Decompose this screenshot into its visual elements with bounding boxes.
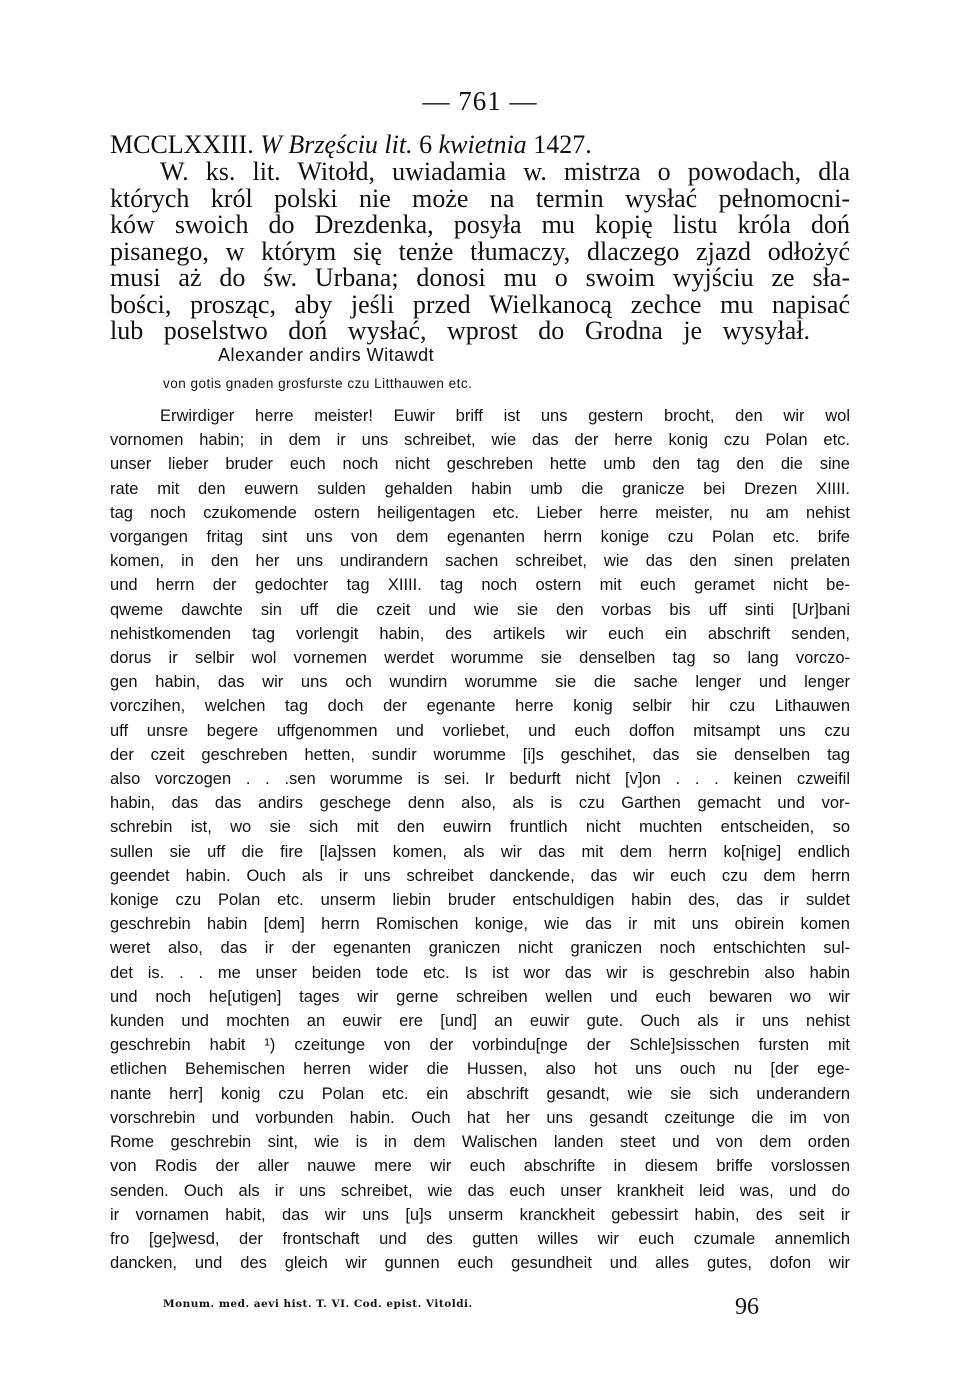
body-line: weret also, das ir der egenanten graniczen nicht graniczen noch entschichten sul-: [110, 939, 850, 958]
summary-line: W. ks. lit. Witołd, uwiadamia w. mistrza o powodach, dla: [160, 157, 850, 186]
summary: [110, 159, 850, 345]
body-line: ir vornamen habit, das wir uns [u]s unserm kranckheit gebessirt habin, des seit ir: [110, 1205, 850, 1224]
heading-line: [110, 132, 850, 159]
body-line: vornomen habin; in dem ir uns schreibet, wie das der herre konig czu Polan etc.: [110, 431, 850, 450]
heading-place: W Brzęściu lit.: [260, 130, 413, 159]
summary-line: bości, prosząc, aby jeśli przed Wielkanocą zechce mu napisać: [110, 289, 850, 319]
address-line-1: Alexander andirs Witawdt: [218, 345, 435, 365]
summary-line: pisanego, w którym się tenże tłumaczy, dlaczego zjazd odłożyć: [110, 236, 850, 266]
body-line: qweme dawchte sin uff die czeit und wie sie den vorbas bis uff sinti [Ur]bani: [110, 600, 850, 619]
body-line: vorgangen fritag sint uns von dem egenanten herrn konige czu Polan etc. brife: [110, 528, 850, 547]
body-line: kunden und mochten an euwir ere [und] an euwir gute. Ouch als ir uns nehist: [110, 1012, 850, 1031]
footer-citation: Monum. med. aevi hist. T. VI. Cod. epist. Vitoldi.: [163, 1298, 473, 1310]
body-line: habin, das das andirs geschege denn also, als is czu Garthen gemacht und vor-: [110, 794, 850, 813]
body-line: geendet habin. Ouch als ir uns schreibet danckende, das wir euch czu dem herrn: [110, 866, 850, 885]
heading-month: kwietnia: [438, 130, 527, 159]
body-line: unser lieber bruder euch noch nicht geschreben hette umb den tag den die sine: [110, 455, 850, 474]
signature-mark: 96: [735, 1294, 759, 1320]
body-line: senden. Ouch als ir uns schreibet, wie das euch unser krankheit leid was, und do: [110, 1181, 850, 1200]
body-line: Erwirdiger herre meister! Euwir briff ist uns gestern brocht, den wir wol: [160, 407, 850, 425]
body-line: sullen sie uff die fire [la]ssen komen, als wir das mit dem herrn ko[nige] endlich: [110, 842, 850, 861]
body-line: vorczihen, welchen tag doch der egenante herre konig selbir hir czu Lithauwen: [110, 697, 850, 716]
body-line: det is. . . me unser beiden tode etc. Is ist wor das wir is geschrebin also habin: [110, 963, 850, 982]
body-line: dancken, und des gleich wir gunnen euch gesundheit und alles gutes, dofon wir: [110, 1254, 850, 1273]
body-line: geschrebin habin [dem] herrn Romischen konige, wie das ir mit uns obirein komen: [110, 915, 850, 934]
summary-line: których król polski nie może na termin wysłać pełnomocni-: [110, 183, 850, 213]
body-line: komen, in den her uns undirandern sachen schreibet, wie das den sinen prelaten: [110, 552, 850, 571]
page-number: — 761 —: [422, 86, 538, 116]
body-line: nante herr] konig czu Polan etc. ein abschrift gesandt, wie sie sich underandern: [110, 1084, 850, 1103]
summary-line: ków swoich do Drezdenka, posyła mu kopię listu króla doń: [110, 210, 850, 239]
summary-line: lub poselstwo doń wysłać, wprost do Grodna je wysyłał.: [110, 316, 810, 345]
body-line: tag noch czukomende ostern heiligentagen etc. Lieber herre meister, nu am nehist: [110, 503, 850, 522]
body-line: Rome geschrebin sint, wie is in dem Walischen landen steet und von dem orden: [110, 1133, 850, 1152]
body-line: uff unsre begere uffgenommen und vorliebet, und euch doffon mitsampt uns czu: [110, 721, 850, 740]
document-heading: [110, 132, 850, 159]
body-line: von Rodis der aller nauwe mere wir euch abschrifte in diesem briffe vorslossen: [110, 1157, 850, 1176]
body-line: etlichen Behemischen herren wider die Hussen, also hot uns ouch nu [der ege-: [110, 1060, 850, 1079]
summary-line: musi aż do św. Urbana; donosi mu o swoim wyjściu ze sła-: [110, 263, 850, 292]
body-line: geschrebin habit ¹) czeitunge von der vorbindu[nge der Schle]sisschen fursten mit: [110, 1036, 850, 1055]
body-line: der czeit geschreben hetten, sundir worumme [i]s geschihet, das sie denselben tag: [110, 745, 850, 764]
body-line: fro [ge]wesd, der frontschaft und des gutten willes wir euch czumale annemlich: [110, 1229, 850, 1248]
address-line-2: von gotis gnaden grosfurste czu Litthauwen etc.: [163, 376, 473, 391]
body-line: rate mit den euwern sulden gehalden habin umb die granicze bei Drezen XIIII.: [110, 479, 850, 498]
heading-day: 6: [419, 130, 433, 159]
body-line: gen habin, das wir uns och wundirn worumme sie die sache lenger und lenger: [110, 673, 850, 692]
body-line: konige czu Polan etc. unserm liebin bruder entschuldigen habin des, das ir suldet: [110, 891, 850, 910]
body-line: nehistkomenden tag vorlengit habin, des artikels wir euch ein abschrift senden,: [110, 624, 850, 643]
body-line: also vorczogen . . .sen worumme is sei. Ir bedurft nicht [v]on . . . keinen czweifil: [110, 770, 850, 789]
body-line: dorus ir selbir wol vornemen werdet worumme sie denselben tag so lang vorczo-: [110, 649, 850, 668]
body-line: und herrn der gedochter tag XIIII. tag noch ostern mit euch geramet nicht be-: [110, 576, 850, 595]
document-number: MCCLXXIII.: [110, 130, 254, 159]
heading-year: 1427.: [533, 130, 592, 159]
body-line: vorschrebin und vorbunden habin. Ouch hat her uns gesandt czeitunge die im von: [110, 1108, 850, 1127]
body-line: schrebin ist, wo sie sich mit den euwirn fruntlich nicht muchten entscheiden, so: [110, 818, 850, 837]
body-line: und noch he[utigen] tages wir gerne schreiben wellen und euch bewaren wo wir: [110, 987, 850, 1006]
letter-body: [110, 404, 850, 1275]
